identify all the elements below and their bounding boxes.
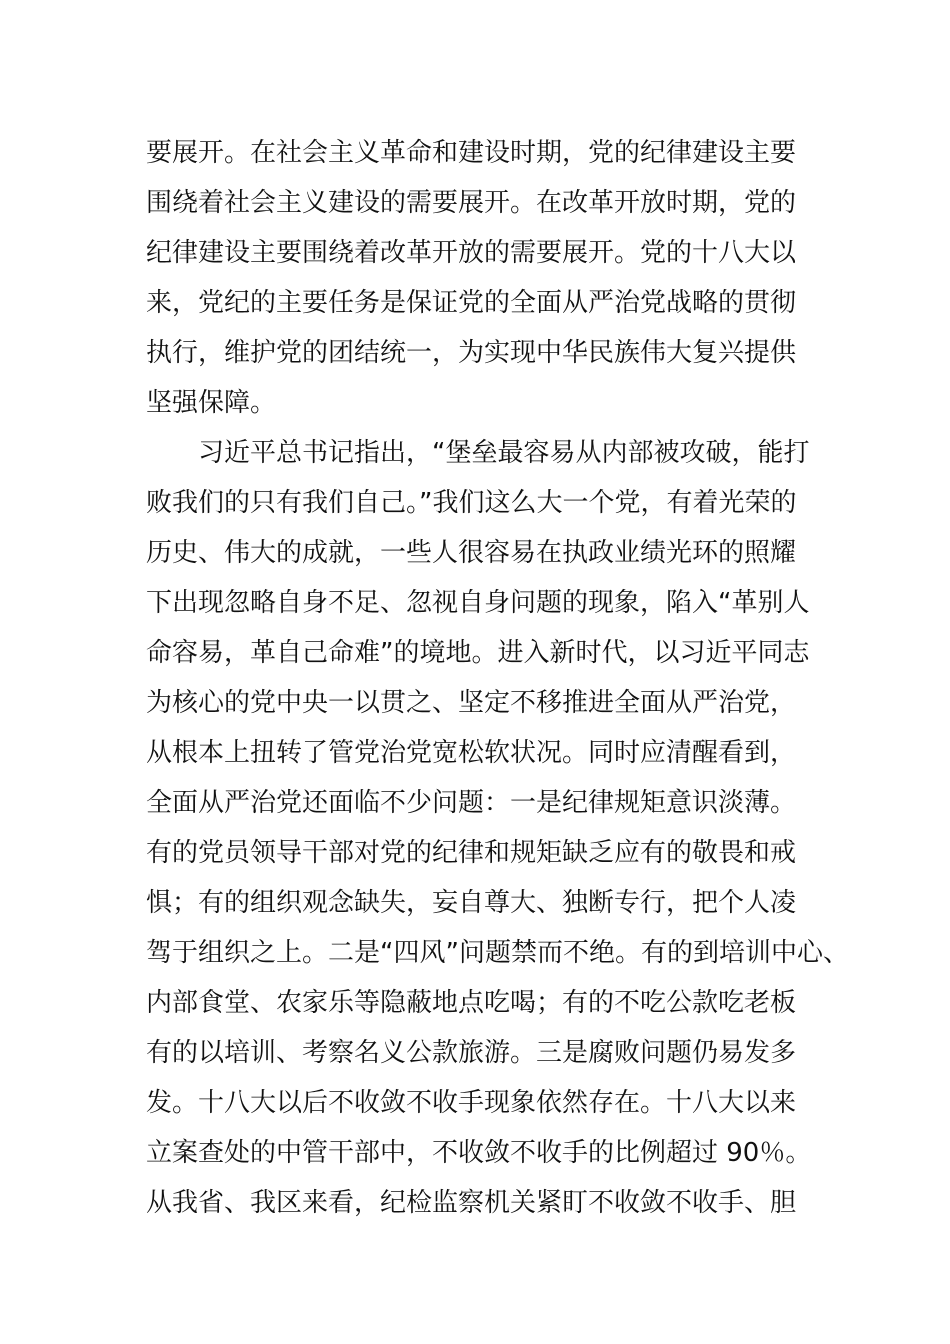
body-text [146, 128, 849, 1228]
text-line: 发。十八大以后不收敛不收手现象依然存在。十八大以来 [146, 1088, 797, 1118]
text-line: 坚强保障。 [146, 388, 277, 418]
text-line: 下出现忽略自身不足、忽视自身问题的现象，陷入“革别人 [146, 588, 810, 618]
text-line: 全面从严治党还面临不少问题：一是纪律规矩意识淡薄。 [146, 788, 797, 818]
text-line: 惧；有的组织观念缺失，妄自尊大、独断专行，把个人凌 [146, 888, 797, 918]
text-line: 纪律建设主要围绕着改革开放的需要展开。党的十八大以 [146, 238, 797, 268]
text-line: 驾于组织之上。二是“四风”问题禁而不绝。有的到培训中心、 [146, 938, 849, 968]
text-line: 历史、伟大的成就，一些人很容易在执政业绩光环的照耀 [146, 538, 797, 568]
text-line: 败我们的只有我们自己。”我们这么大一个党，有着光荣的 [146, 488, 797, 518]
text-line: 有的以培训、考察名义公款旅游。三是腐败问题仍易发多 [146, 1038, 797, 1068]
text-line: 来，党纪的主要任务是保证党的全面从严治党战略的贯彻 [146, 288, 797, 318]
text-line: 立案查处的中管干部中，不收敛不收手的比例超过 90％。 [146, 1138, 812, 1168]
text-line: 从根本上扭转了管党治党宽松软状况。同时应清醒看到， [146, 738, 797, 768]
text-line: 执行，维护党的团结统一，为实现中华民族伟大复兴提供 [146, 338, 797, 368]
text-line: 习近平总书记指出，“堡垒最容易从内部被攻破，能打 [146, 438, 810, 468]
text-line: 命容易，革自己命难”的境地。进入新时代，以习近平同志 [146, 638, 810, 668]
text-line: 围绕着社会主义建设的需要展开。在改革开放时期，党的 [146, 188, 797, 218]
text-line: 有的党员领导干部对党的纪律和规矩缺乏应有的敬畏和戒 [146, 838, 797, 868]
text-line: 要展开。在社会主义革命和建设时期，党的纪律建设主要 [146, 138, 797, 168]
text-line: 从我省、我区来看，纪检监察机关紧盯不收敛不收手、胆 [146, 1188, 797, 1218]
text-line: 内部食堂、农家乐等隐蔽地点吃喝；有的不吃公款吃老板 [146, 988, 797, 1018]
text-line: 为核心的党中央一以贯之、坚定不移推进全面从严治党， [146, 688, 797, 718]
